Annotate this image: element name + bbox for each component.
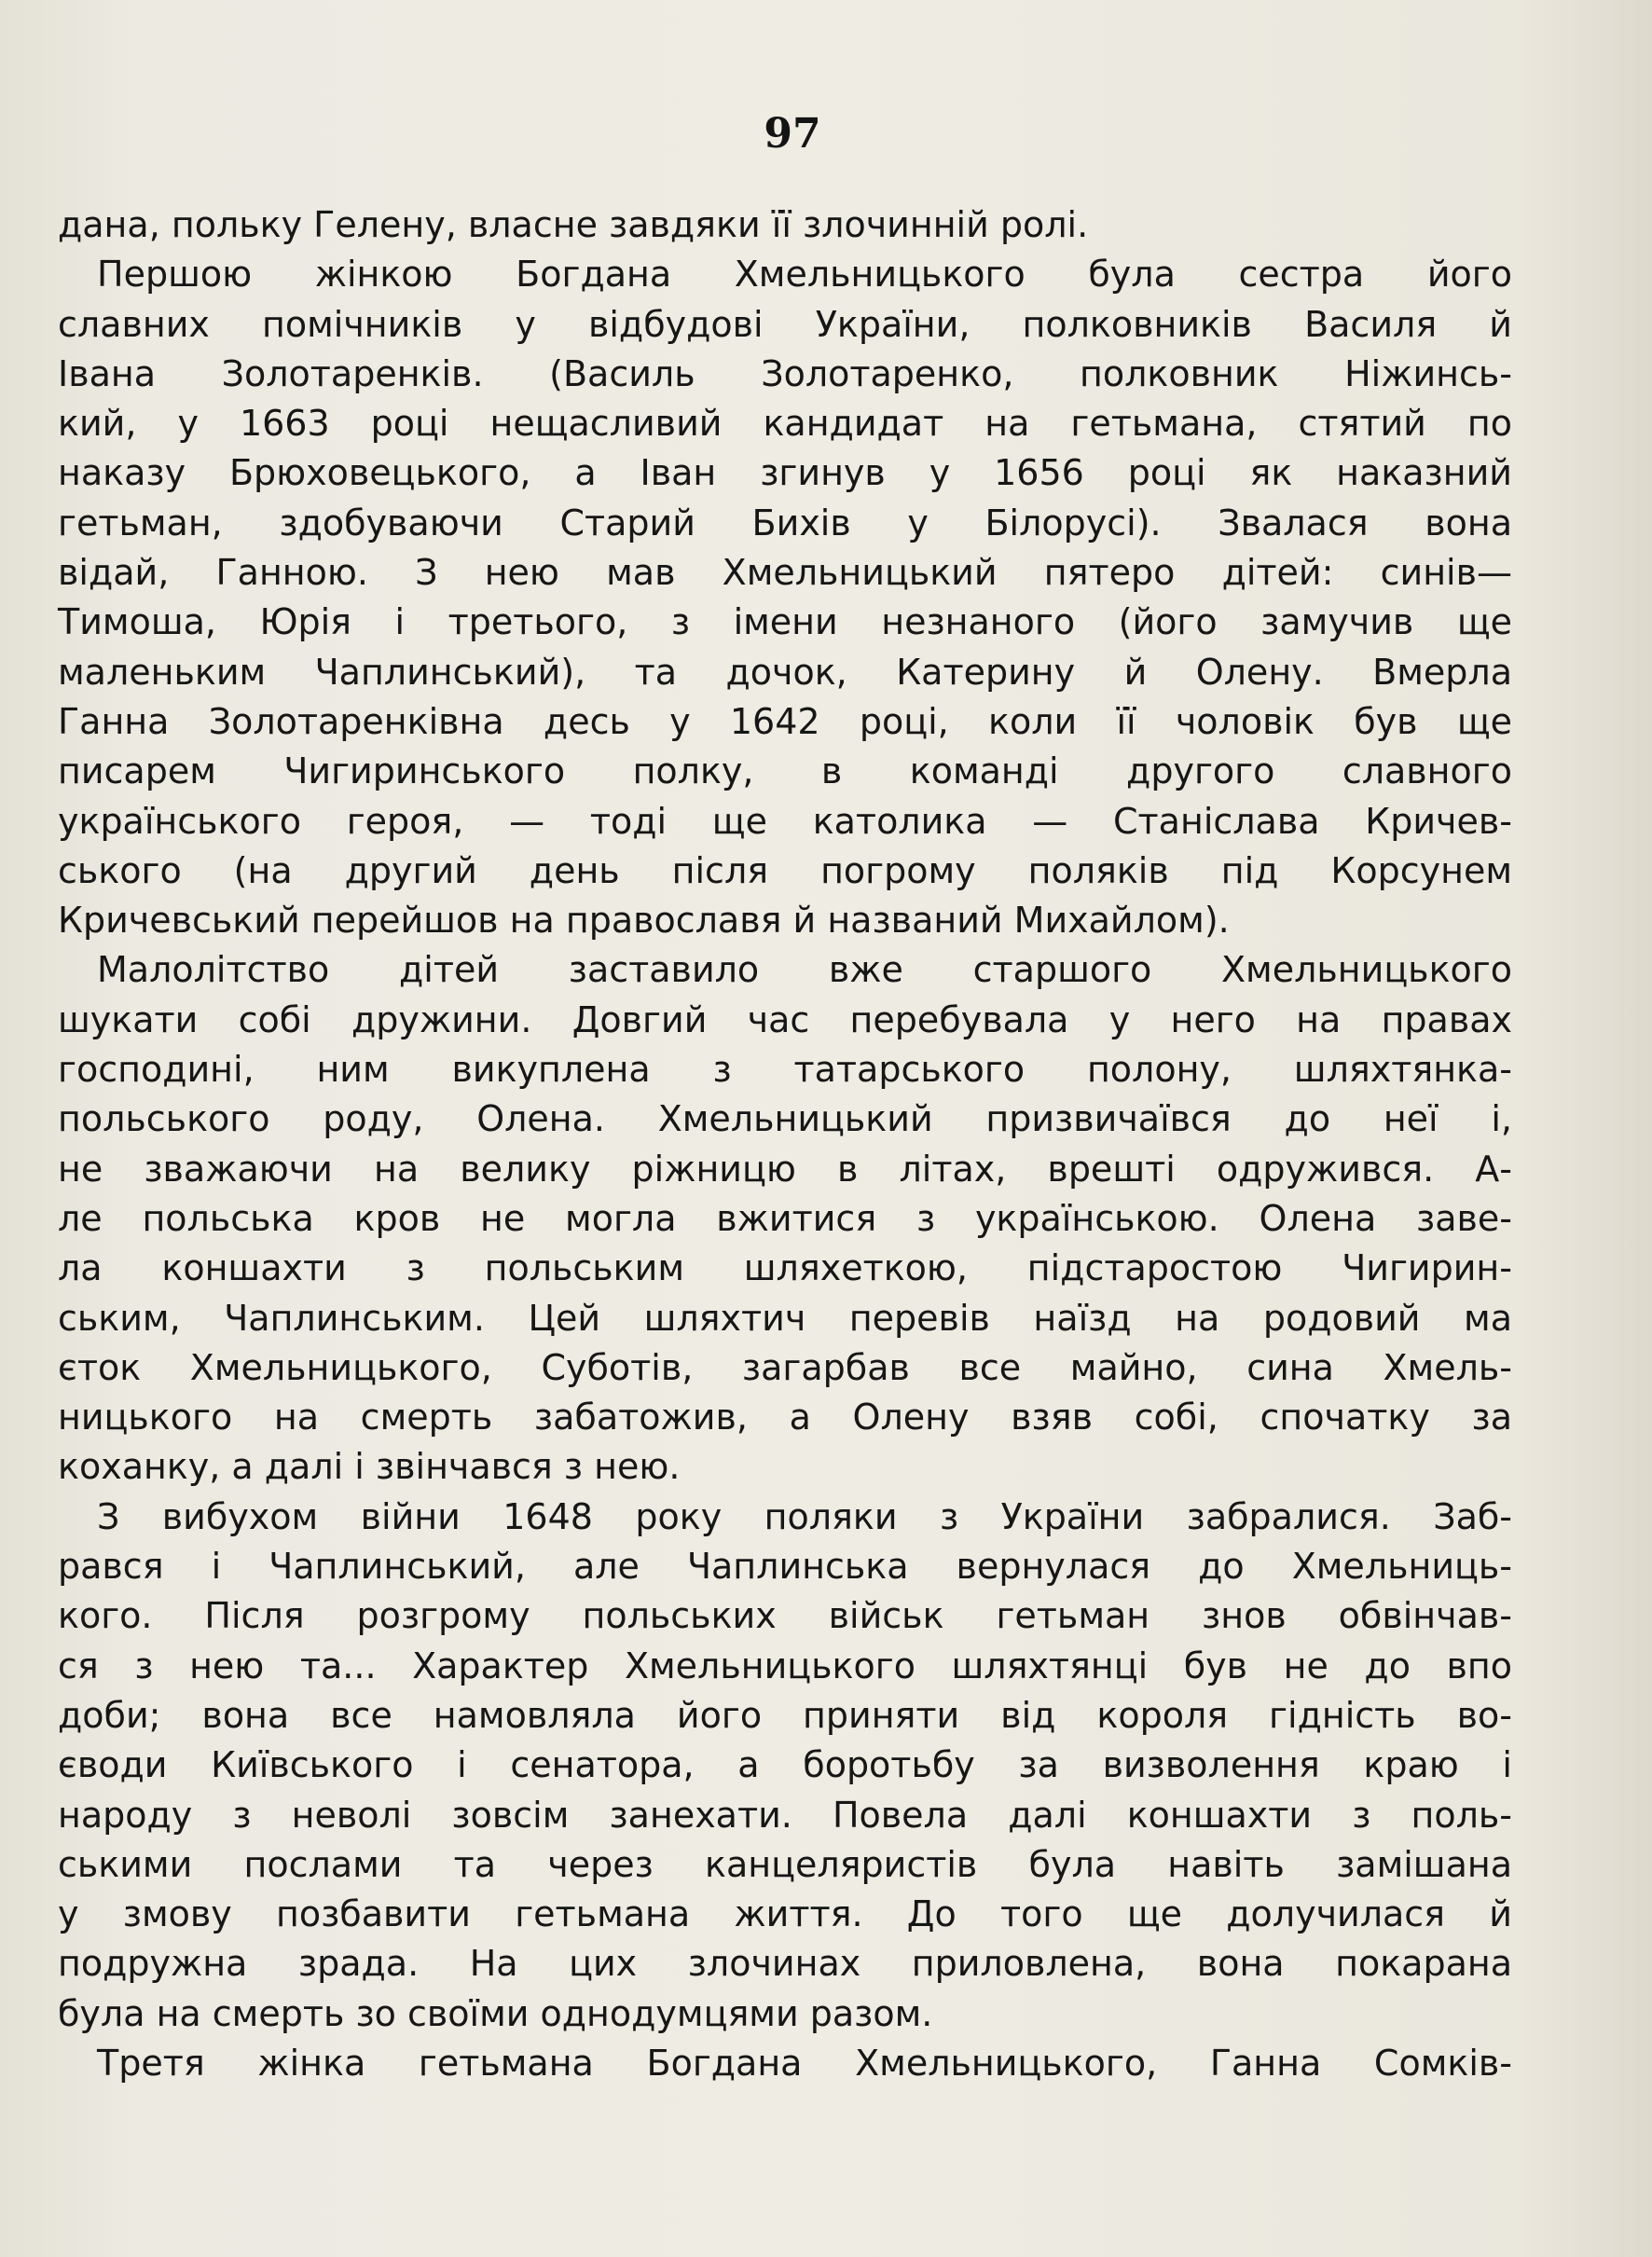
text-line: ськими послами та через канцеляристів була навіть замішана bbox=[58, 1843, 1512, 1885]
text-line: відай, Ганною. З нею мав Хмельницький пятеро дітей: синів— bbox=[58, 552, 1512, 594]
text-line: Першою жінкою Богдана Хмельницького була сестра його bbox=[97, 254, 1512, 296]
text-line: Тимоша, Юрія і третього, з імени незнаного (його замучив ще bbox=[58, 601, 1512, 643]
text-line: маленьким Чаплинський), та дочок, Катерину й Олену. Вмерла bbox=[58, 651, 1512, 693]
text-line: кого. Після розгрому польських військ гетьман знов обвінчав- bbox=[58, 1595, 1512, 1637]
text-line: Третя жінка гетьмана Богдана Хмельницького, Ганна Сомків- bbox=[97, 2042, 1512, 2084]
text-line: ським, Чаплинським. Цей шляхтич перевів наїзд на родовий ма bbox=[58, 1297, 1512, 1339]
text-line: Малолітство дітей заставило вже старшого Хмельницького bbox=[97, 949, 1512, 991]
text-line: рався і Чаплинський, але Чаплинська вернулася до Хмельниць- bbox=[58, 1546, 1512, 1588]
text-line: славних помічників у відбудові України, полковників Василя й bbox=[58, 303, 1512, 345]
text-line: дана, польку Гелену, власне завдяки її злочинній ролі. bbox=[58, 204, 1089, 245]
text-line: єток Хмельницького, Суботів, загарбав все майно, сина Хмель- bbox=[58, 1346, 1512, 1388]
text-line: Кричевський перейшов на православя й названий Михайлом). bbox=[58, 900, 1230, 942]
text-line: ницького на смерть забатожив, а Олену взяв собі, спочатку за bbox=[58, 1397, 1512, 1438]
page-number: 97 bbox=[764, 110, 821, 158]
text-line: подружна зрада. На цих злочинах приловлена, вона покарана bbox=[58, 1943, 1512, 1985]
text-line: Ганна Золотаренківна десь у 1642 році, коли її чоловік був ще bbox=[58, 700, 1512, 742]
text-line: ся з нею та... Характер Хмельницького шляхтянці був не до впо bbox=[58, 1645, 1512, 1686]
text-line: доби; вона все намовляла його приняти від короля гідність во- bbox=[58, 1694, 1512, 1736]
text-line: українського героя, — тоді ще католика — Станіслава Кричев- bbox=[58, 800, 1512, 842]
text-line: писарем Чигиринського полку, в команді другого славного bbox=[58, 750, 1512, 792]
text-line: ського (на другий день після погрому поляків під Корсунем bbox=[58, 849, 1512, 891]
text-line: кий, у 1663 році нещасливий кандидат на гетьмана, стятий по bbox=[58, 403, 1512, 445]
text-line: не зважаючи на велику ріжницю в літах, врешті одружився. А- bbox=[58, 1148, 1512, 1190]
text-line: у змову позбавити гетьмана життя. До того ще долучилася й bbox=[58, 1893, 1512, 1935]
text-line: Івана Золотаренків. (Василь Золотаренко, полковник Ніжинсь- bbox=[58, 352, 1512, 394]
text-line: польського роду, Олена. Хмельницький призвичаївся до неї і, bbox=[58, 1098, 1512, 1140]
body-text bbox=[58, 200, 1512, 2088]
text-line: коханку, а далі і звінчався з нею. bbox=[58, 1446, 681, 1488]
text-line: ла коншахти з польським шляхеткою, підстаростою Чигирин- bbox=[58, 1247, 1512, 1289]
text-line: гетьман, здобуваючи Старий Бихів у Білорусі). Звалася вона bbox=[58, 502, 1512, 544]
text-line: господині, ним викуплена з татарського полону, шляхтянка- bbox=[58, 1049, 1512, 1091]
text-line: була на смерть зо своїми однодумцями разом. bbox=[58, 1992, 933, 2034]
text-line: шукати собі дружини. Довгий час перебувала у него на правах bbox=[58, 998, 1512, 1040]
text-line: народу з неволі зовсім занехати. Повела далі коншахти з поль- bbox=[58, 1794, 1512, 1836]
text-line: наказу Брюховецького, а Іван згинув у 1656 році як наказний bbox=[58, 452, 1512, 494]
text-line: З вибухом війни 1648 року поляки з України забралися. Заб- bbox=[97, 1495, 1512, 1537]
text-line: єводи Київського і сенатора, а боротьбу за визволення краю і bbox=[58, 1744, 1512, 1786]
text-line: ле польська кров не могла вжитися з українською. Олена заве- bbox=[58, 1197, 1512, 1239]
